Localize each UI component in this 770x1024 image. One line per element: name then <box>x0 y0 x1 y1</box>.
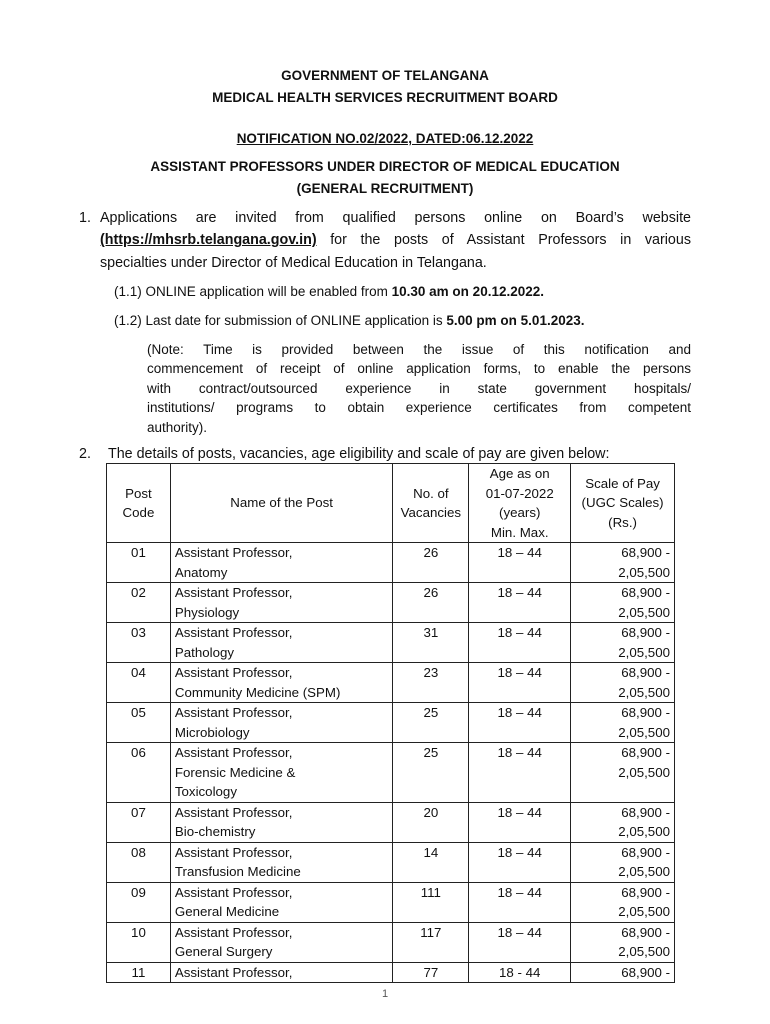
post-name-cell: Assistant Professor, Forensic Medicine & Toxicology <box>170 743 392 803</box>
post-name-cell: Assistant Professor, Pathology <box>170 623 392 663</box>
post-name-cell: Assistant Professor, Bio-chemistry <box>170 802 392 842</box>
subject-line: ASSISTANT PROFESSORS UNDER DIRECTOR OF MEDICAL EDUCATION <box>150 159 620 174</box>
table-row <box>107 842 675 882</box>
note-block <box>147 340 691 437</box>
vacancies-cell: 111 <box>393 882 469 922</box>
post-code-cell: 09 <box>107 882 171 922</box>
table-row <box>107 962 675 983</box>
para2-number: 2. <box>79 446 91 462</box>
pay-scale-cell: 68,900 - 2,05,500 <box>571 583 675 623</box>
vacancies-cell: 20 <box>393 802 469 842</box>
vacancies-cell: 26 <box>393 543 469 583</box>
header-post-code: Post Code <box>107 464 171 543</box>
pay-scale-cell: 68,900 - 2,05,500 <box>571 802 675 842</box>
subpara-1-1-text: (1.1) ONLINE application will be enabled from <box>114 284 392 299</box>
vacancies-cell: 25 <box>393 743 469 803</box>
vacancies-cell: 26 <box>393 583 469 623</box>
para1-line2 <box>100 229 691 252</box>
subpara-1-2-text: (1.2) Last date for submission of ONLINE application is <box>114 313 447 328</box>
para1-line1: Applications are invited from qualified persons online on Board’s website <box>100 210 691 226</box>
post-name-cell: Assistant Professor, General Medicine <box>170 882 392 922</box>
table-row <box>107 703 675 743</box>
pay-scale-cell: 68,900 - <box>571 962 675 983</box>
vacancies-cell: 117 <box>393 922 469 962</box>
post-code-cell: 08 <box>107 842 171 882</box>
note-line: authority). <box>147 419 208 435</box>
header-vacancies: No. of Vacancies <box>393 464 469 543</box>
board-website-link[interactable]: (https://mhsrb.telangana.gov.in) <box>100 232 317 248</box>
vacancies-cell: 77 <box>393 962 469 983</box>
page-number: 1 <box>381 988 389 1000</box>
pay-scale-cell: 68,900 - 2,05,500 <box>571 543 675 583</box>
table-row <box>107 583 675 623</box>
age-limit-cell: 18 – 44 <box>469 842 571 882</box>
post-name-cell: Assistant Professor, Microbiology <box>170 703 392 743</box>
age-limit-cell: 18 – 44 <box>469 583 571 623</box>
age-limit-cell: 18 – 44 <box>469 543 571 583</box>
age-limit-cell: 18 – 44 <box>469 663 571 703</box>
header-board: MEDICAL HEALTH SERVICES RECRUITMENT BOARD <box>212 90 558 105</box>
table-row <box>107 743 675 803</box>
header-scale-of-pay: Scale of Pay (UGC Scales) (Rs.) <box>571 464 675 543</box>
pay-scale-cell: 68,900 - 2,05,500 <box>571 882 675 922</box>
vacancies-cell: 31 <box>393 623 469 663</box>
post-name-cell: Assistant Professor, Anatomy <box>170 543 392 583</box>
pay-scale-cell: 68,900 - 2,05,500 <box>571 842 675 882</box>
para1-line3: specialties under Director of Medical Education in Telangana. <box>100 255 487 271</box>
para1-line2-rest: for the posts of Assistant Professors in various <box>316 232 691 248</box>
note-line: commencement of receipt of online application forms, to enable the persons <box>147 361 691 377</box>
table-row <box>107 663 675 703</box>
note-line: institutions/ programs to obtain experience certificates from competent <box>147 400 691 416</box>
post-code-cell: 06 <box>107 743 171 803</box>
table-row <box>107 623 675 663</box>
post-code-cell: 01 <box>107 543 171 583</box>
subpara-1-2-date: 5.00 pm on 5.01.2023. <box>446 313 585 328</box>
post-code-cell: 07 <box>107 802 171 842</box>
post-code-cell: 05 <box>107 703 171 743</box>
post-name-cell: Assistant Professor, Transfusion Medicine <box>170 842 392 882</box>
pay-scale-cell: 68,900 - 2,05,500 <box>571 743 675 803</box>
post-name-cell: Assistant Professor, <box>170 962 392 983</box>
post-code-cell: 11 <box>107 962 171 983</box>
age-limit-cell: 18 – 44 <box>469 882 571 922</box>
vacancies-cell: 23 <box>393 663 469 703</box>
age-limit-cell: 18 – 44 <box>469 743 571 803</box>
table-row <box>107 543 675 583</box>
post-code-cell: 10 <box>107 922 171 962</box>
post-code-cell: 04 <box>107 663 171 703</box>
post-code-cell: 03 <box>107 623 171 663</box>
notification-number: NOTIFICATION NO.02/2022, DATED:06.12.2022 <box>236 131 534 146</box>
subpara-1-2 <box>114 313 585 328</box>
vacancies-cell: 25 <box>393 703 469 743</box>
post-name-cell: Assistant Professor, Community Medicine (SPM) <box>170 663 392 703</box>
age-limit-cell: 18 - 44 <box>469 962 571 983</box>
table-row <box>107 922 675 962</box>
age-limit-cell: 18 – 44 <box>469 802 571 842</box>
para1-number: 1. <box>79 210 91 226</box>
table-header-row <box>107 464 675 543</box>
age-limit-cell: 18 – 44 <box>469 922 571 962</box>
table-row <box>107 802 675 842</box>
pay-scale-cell: 68,900 - 2,05,500 <box>571 922 675 962</box>
header-post-name: Name of the Post <box>170 464 392 543</box>
subject-subline: (GENERAL RECRUITMENT) <box>296 181 474 196</box>
vacancies-cell: 14 <box>393 842 469 882</box>
post-name-cell: Assistant Professor, General Surgery <box>170 922 392 962</box>
note-line: with contract/outsourced experience in state government hospitals/ <box>147 380 691 396</box>
age-limit-cell: 18 – 44 <box>469 703 571 743</box>
post-code-cell: 02 <box>107 583 171 623</box>
table-row <box>107 882 675 922</box>
pay-scale-cell: 68,900 - 2,05,500 <box>571 703 675 743</box>
pay-scale-cell: 68,900 - 2,05,500 <box>571 623 675 663</box>
note-line: (Note: Time is provided between the issue of this notification and <box>147 342 691 357</box>
pay-scale-cell: 68,900 - 2,05,500 <box>571 663 675 703</box>
subpara-1-1 <box>114 284 544 299</box>
header-age: Age as on 01-07-2022 (years) Min. Max. <box>469 464 571 543</box>
age-limit-cell: 18 – 44 <box>469 623 571 663</box>
subpara-1-1-date: 10.30 am on 20.12.2022. <box>391 284 544 299</box>
para2-text: The details of posts, vacancies, age eligibility and scale of pay are given below: <box>108 446 610 462</box>
header-government: GOVERNMENT OF TELANGANA <box>281 68 489 83</box>
post-name-cell: Assistant Professor, Physiology <box>170 583 392 623</box>
posts-table <box>106 463 675 983</box>
